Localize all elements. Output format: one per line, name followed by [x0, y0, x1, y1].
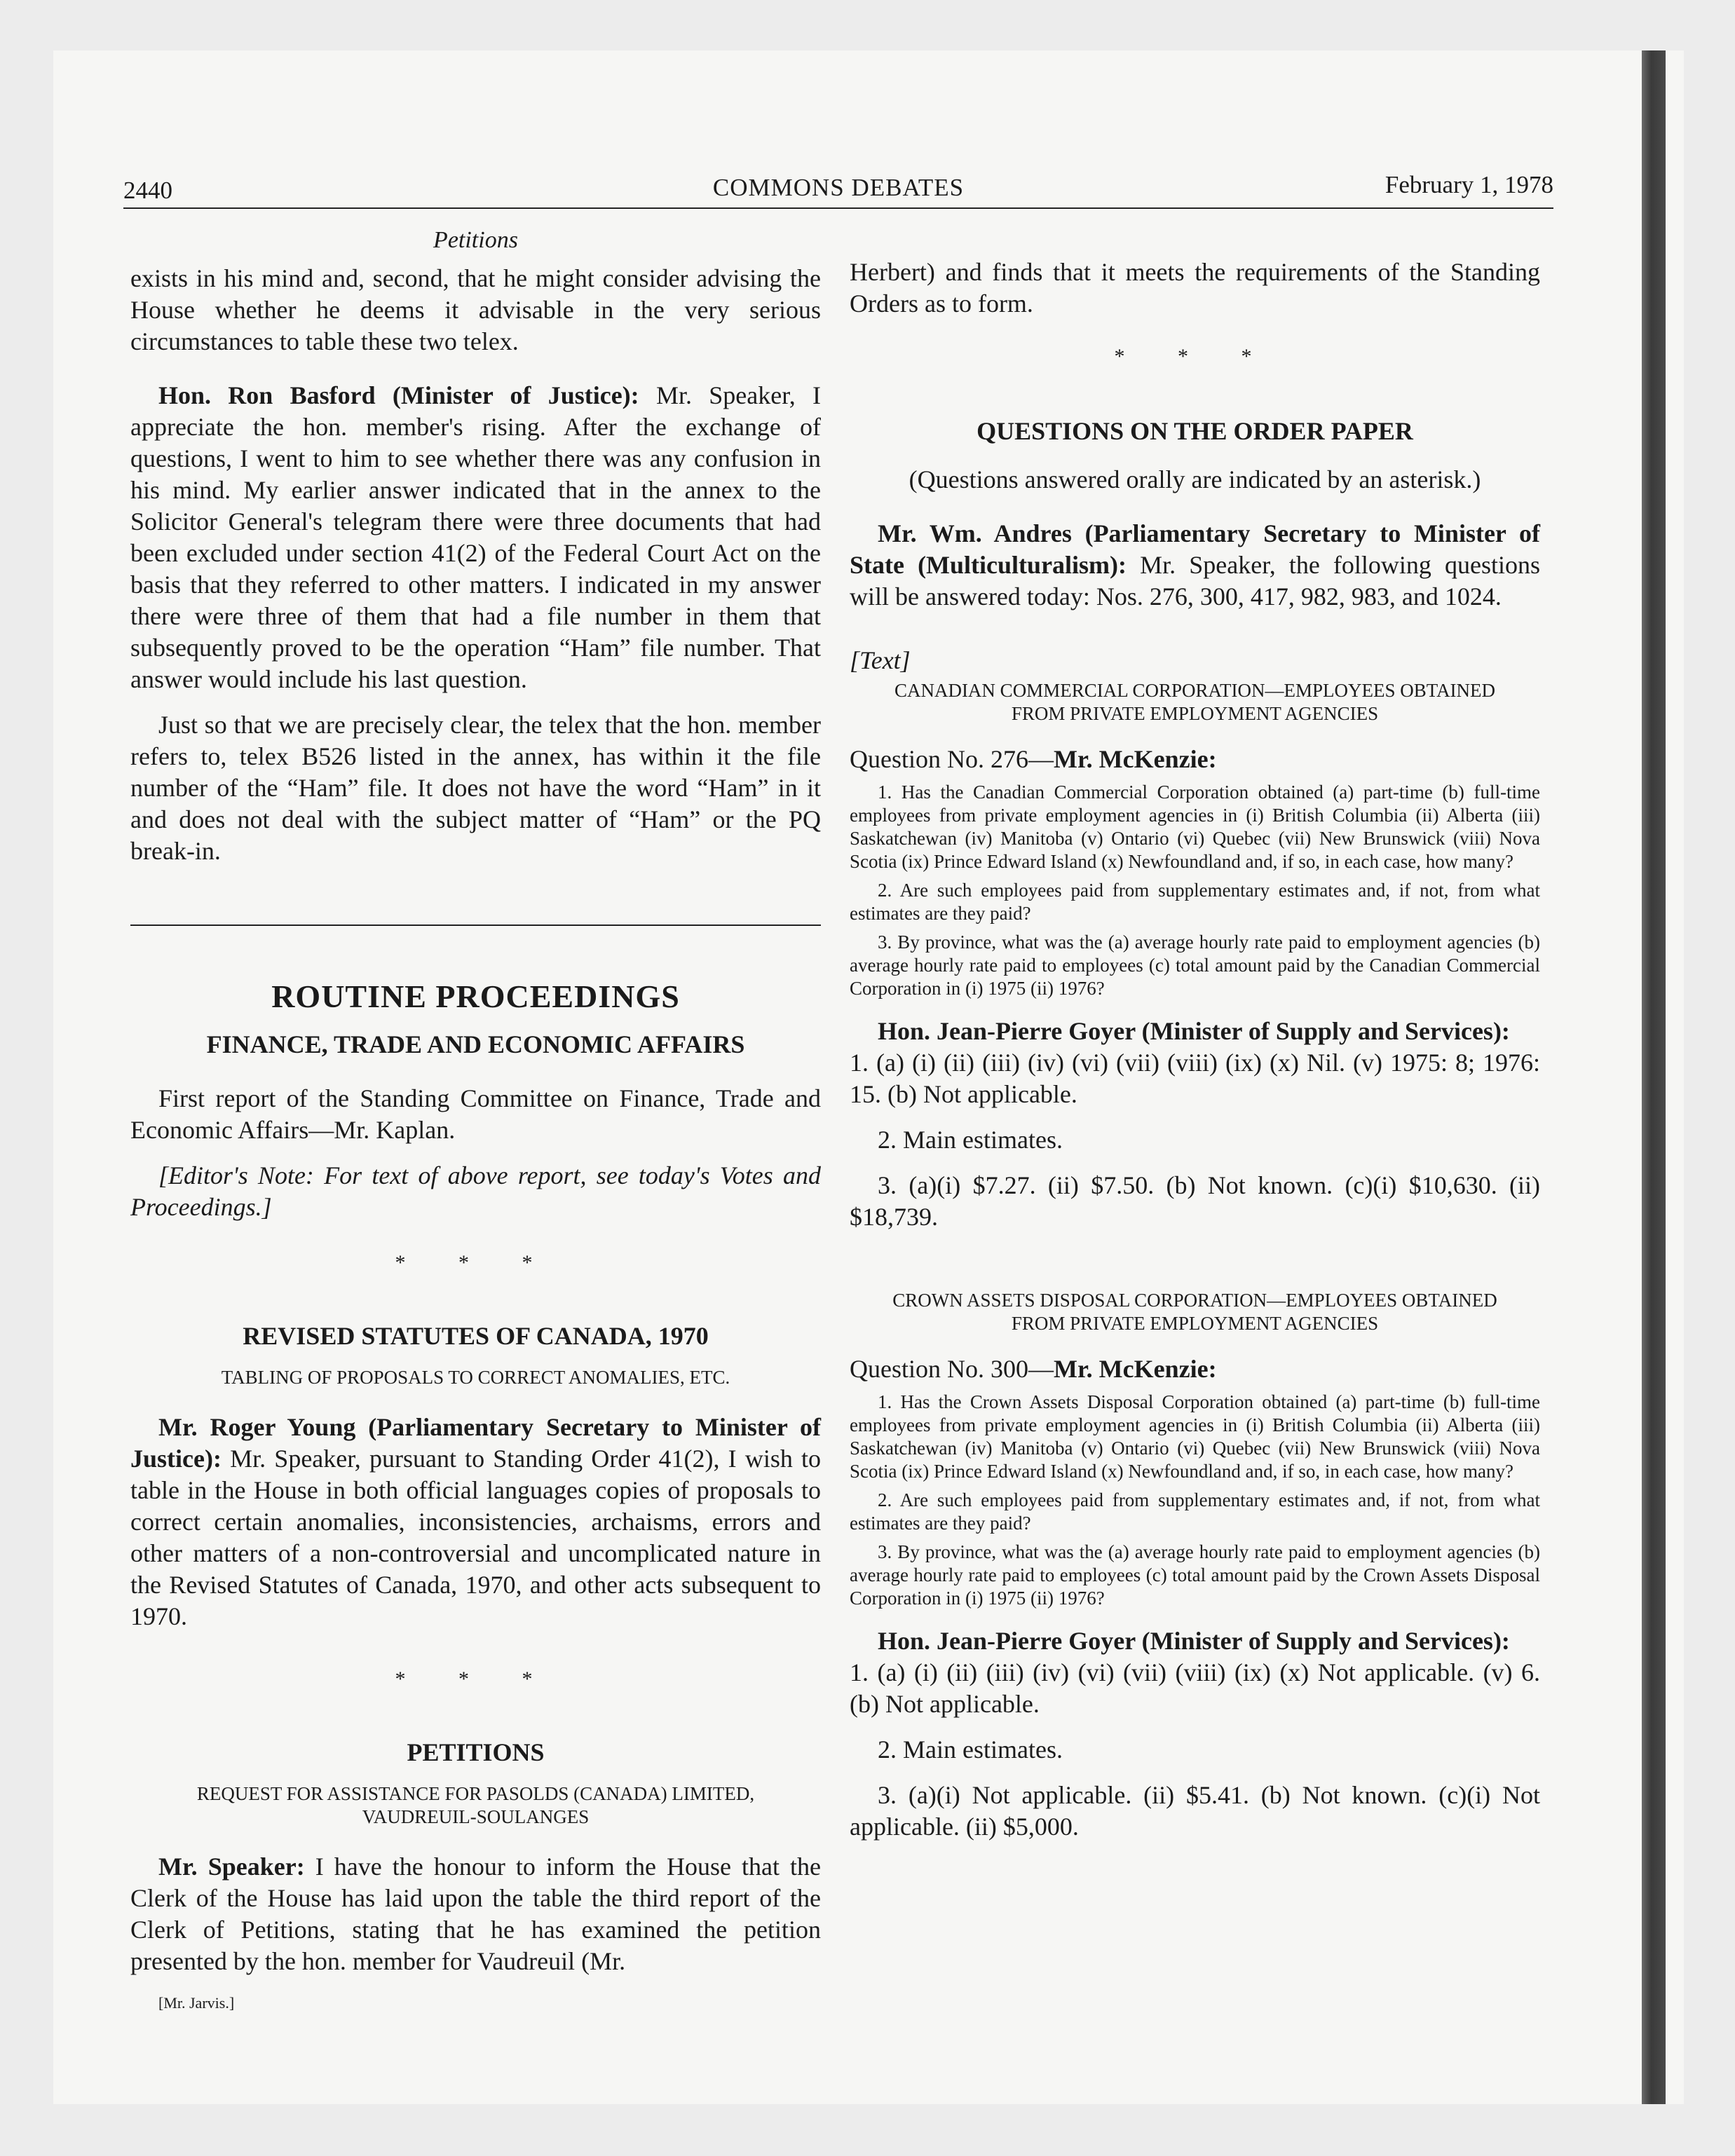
subsection-heading: FINANCE, TRADE AND ECONOMIC AFFAIRS [206, 1030, 745, 1058]
editor-note: [Editor's Note: For text of above report, see today's Votes and Proceedings.] [130, 1161, 821, 1221]
question-label: Question No. 300—Mr. McKenzie: [850, 1355, 1217, 1383]
question-item: 3. By province, what was the (a) average hourly rate paid to employment agencies (b) average hourly rate paid to employees (c) total amount paid by the Canadian Commercial Corporation in (i) 1975 (ii) 1976? [850, 932, 1540, 999]
speaker-name: Mr. Roger Young (Parliamentary Secretary to Minister of Justice): [130, 1413, 821, 1473]
question-heading: CROWN ASSETS DISPOSAL CORPORATION—EMPLOYEES OBTAINED FROM PRIVATE EMPLOYMENT AGENCIES [892, 1290, 1497, 1334]
question-item: 2. Are such employees paid from supplementary estimates and, if not, from what estimates are they paid? [850, 1489, 1540, 1534]
header-rule [123, 207, 1553, 209]
running-head: Petitions [433, 227, 518, 253]
paragraph-young [130, 1412, 821, 1632]
publication-title: COMMONS DEBATES [712, 174, 965, 201]
speaker-name: Mr. Speaker: [158, 1853, 305, 1881]
subsection-heading: REVISED STATUTES OF CANADA, 1970 [243, 1322, 709, 1350]
speech-text: I have the honour to inform the House that the Clerk of the House has laid upon the table the third report of the Clerk of Petitions, stating that he has examined the petition presented by the hon. member for Vaudreuil (Mr. [130, 1853, 822, 1975]
paragraph: exists in his mind and, second, that he might consider advising the House whether he deems it advisable in the very serious circumstances to table these two telex. [130, 264, 821, 355]
section-divider [130, 925, 821, 926]
paragraph: Herbert) and finds that it meets the requirements of the Standing Orders as to form. [850, 258, 1540, 318]
answer-paragraph: 1. (a) (i) (ii) (iii) (iv) (vi) (vii) (viii) (ix) (x) Not applicable. (v) 6. (b) Not applicable. [850, 1658, 1540, 1718]
question-items [850, 781, 1540, 1000]
answer-paragraph: 2. Main estimates. [878, 1126, 1063, 1154]
answer-speaker: Hon. Jean-Pierre Goyer (Minister of Supply and Services): [878, 1627, 1510, 1655]
question-heading: CANADIAN COMMERCIAL CORPORATION—EMPLOYEES OBTAINED FROM PRIVATE EMPLOYMENT AGENCIES [894, 680, 1496, 724]
paragraph-speaker [130, 1851, 821, 1977]
answer-paragraph: 1. (a) (i) (ii) (iii) (iv) (vi) (vii) (viii) (ix) (x) Nil. (v) 1975: 8; 1976: 15. (b) Not applicable. [850, 1049, 1540, 1108]
paragraph-andres [850, 518, 1540, 613]
subsection-subheading: REQUEST FOR ASSISTANCE FOR PASOLDS (CANADA) LIMITED, VAUDREUIL-SOULANGES [196, 1783, 755, 1827]
right-column [850, 257, 1540, 1843]
question-items [850, 1391, 1540, 1610]
section-heading: ROUTINE PROCEEDINGS [271, 978, 680, 1014]
speech-text: Mr. Speaker, the following questions will be answered today: Nos. 276, 300, 417, 982, 983, and 1024. [850, 551, 1540, 610]
speech-text: Mr. Speaker, pursuant to Standing Order 41(2), I wish to table in the House in both official languages copies of proposals to correct certain anomalies, inconsistencies, archaisms, errors and other matters of a non-controversial and uncomplicated nature in the Revised Statutes of Canada, 1970, and other acts subsequent to 1970. [130, 1445, 821, 1630]
question-label: Question No. 276—Mr. McKenzie: [850, 745, 1217, 773]
subsection-subheading: TABLING OF PROPOSALS TO CORRECT ANOMALIES, ETC. [221, 1367, 730, 1388]
question-item: 3. By province, what was the (a) average hourly rate paid to employment agencies (b) average hourly rate paid to employees (c) total amount paid by the Crown Assets Disposal Corporation in (i) 1975 (ii) 1976? [850, 1541, 1540, 1609]
answer-speaker: Hon. Jean-Pierre Goyer (Minister of Supply and Services): [878, 1017, 1510, 1045]
question-item: 1. Has the Canadian Commercial Corporation obtained (a) part-time (b) full-time employees from private employment agencies in (i) British Columbia (ii) Alberta (iii) Saskatchewan (iv) Manitoba (v) Ontario (vi) Quebec (vii) New Brunswick (viii) Nova Scotia (ix) Prince Edward Island (x) Newfoundland and, if so, in each case, how many? [850, 782, 1540, 872]
text-marker: [Text] [850, 646, 911, 674]
section-heading: QUESTIONS ON THE ORDER PAPER [977, 417, 1413, 445]
question-item: 1. Has the Crown Assets Disposal Corporation obtained (a) part-time (b) full-time employees from private employment agencies in (i) British Columbia (ii) Alberta (iii) Saskatchewan (iv) Manitoba (v) Ontario (vi) Quebec (vii) New Brunswick (viii) Nova Scotia (ix) Prince Edward Island (x) Newfoundland and, if so, in each case, how many? [850, 1391, 1540, 1482]
left-column [130, 224, 821, 2019]
page-number: 2440 [123, 177, 172, 204]
answer-paragraph: 2. Main estimates. [878, 1735, 1063, 1763]
question-item: 2. Are such employees paid from supplementary estimates and, if not, from what estimates are they paid? [850, 880, 1540, 924]
page-header [123, 171, 1553, 206]
publication-date: February 1, 1978 [1384, 171, 1553, 198]
answer-paragraph: 3. (a)(i) $7.27. (ii) $7.50. (b) Not known. (c)(i) $10,630. (ii) $18,739. [850, 1171, 1540, 1231]
paragraph: Just so that we are precisely clear, the telex that the hon. member refers to, telex B526 listed in the annex, has within it the file number of the “Ham” file. It does not have the word “Ham” in it and does not deal with the subject matter of “Ham” or the PQ break-in. [130, 711, 821, 865]
footnote: [Mr. Jarvis.] [158, 1994, 235, 2012]
speaker-name: Hon. Ron Basford (Minister of Justice): [158, 381, 639, 409]
subsection-heading: PETITIONS [407, 1738, 545, 1766]
qop-note: (Questions answered orally are indicated by an asterisk.) [909, 465, 1481, 493]
speaker-name: Mr. Wm. Andres (Parliamentary Secretary to Minister of State (Multiculturalism): [850, 519, 1540, 579]
section-break-stars: * * * [395, 1667, 557, 1691]
section-break-stars: * * * [395, 1251, 557, 1274]
paragraph: First report of the Standing Committee on Finance, Trade and Economic Affairs—Mr. Kaplan. [130, 1084, 821, 1144]
page-edge-shadow [1642, 50, 1666, 2104]
speech-text: Mr. Speaker, I appreciate the hon. member's rising. After the exchange of questions, I went to him to see whether there was any confusion in his mind. My earlier answer indicated that in the annex to the Solicitor General's telegram there were three documents that had been excluded under section 41(2) of the Federal Court Act on the basis that they referred to other matters. I indicated in my answer there were three of them that had a file number in them that subsequently proved to be the operation “Ham” file number. That answer would include his last question. [130, 381, 821, 693]
paragraph-basford [130, 380, 821, 695]
answer-paragraph: 3. (a)(i) Not applicable. (ii) $5.41. (b) Not known. (c)(i) Not applicable. (ii) $5,000. [850, 1781, 1540, 1841]
section-break-stars: * * * [1114, 345, 1276, 368]
